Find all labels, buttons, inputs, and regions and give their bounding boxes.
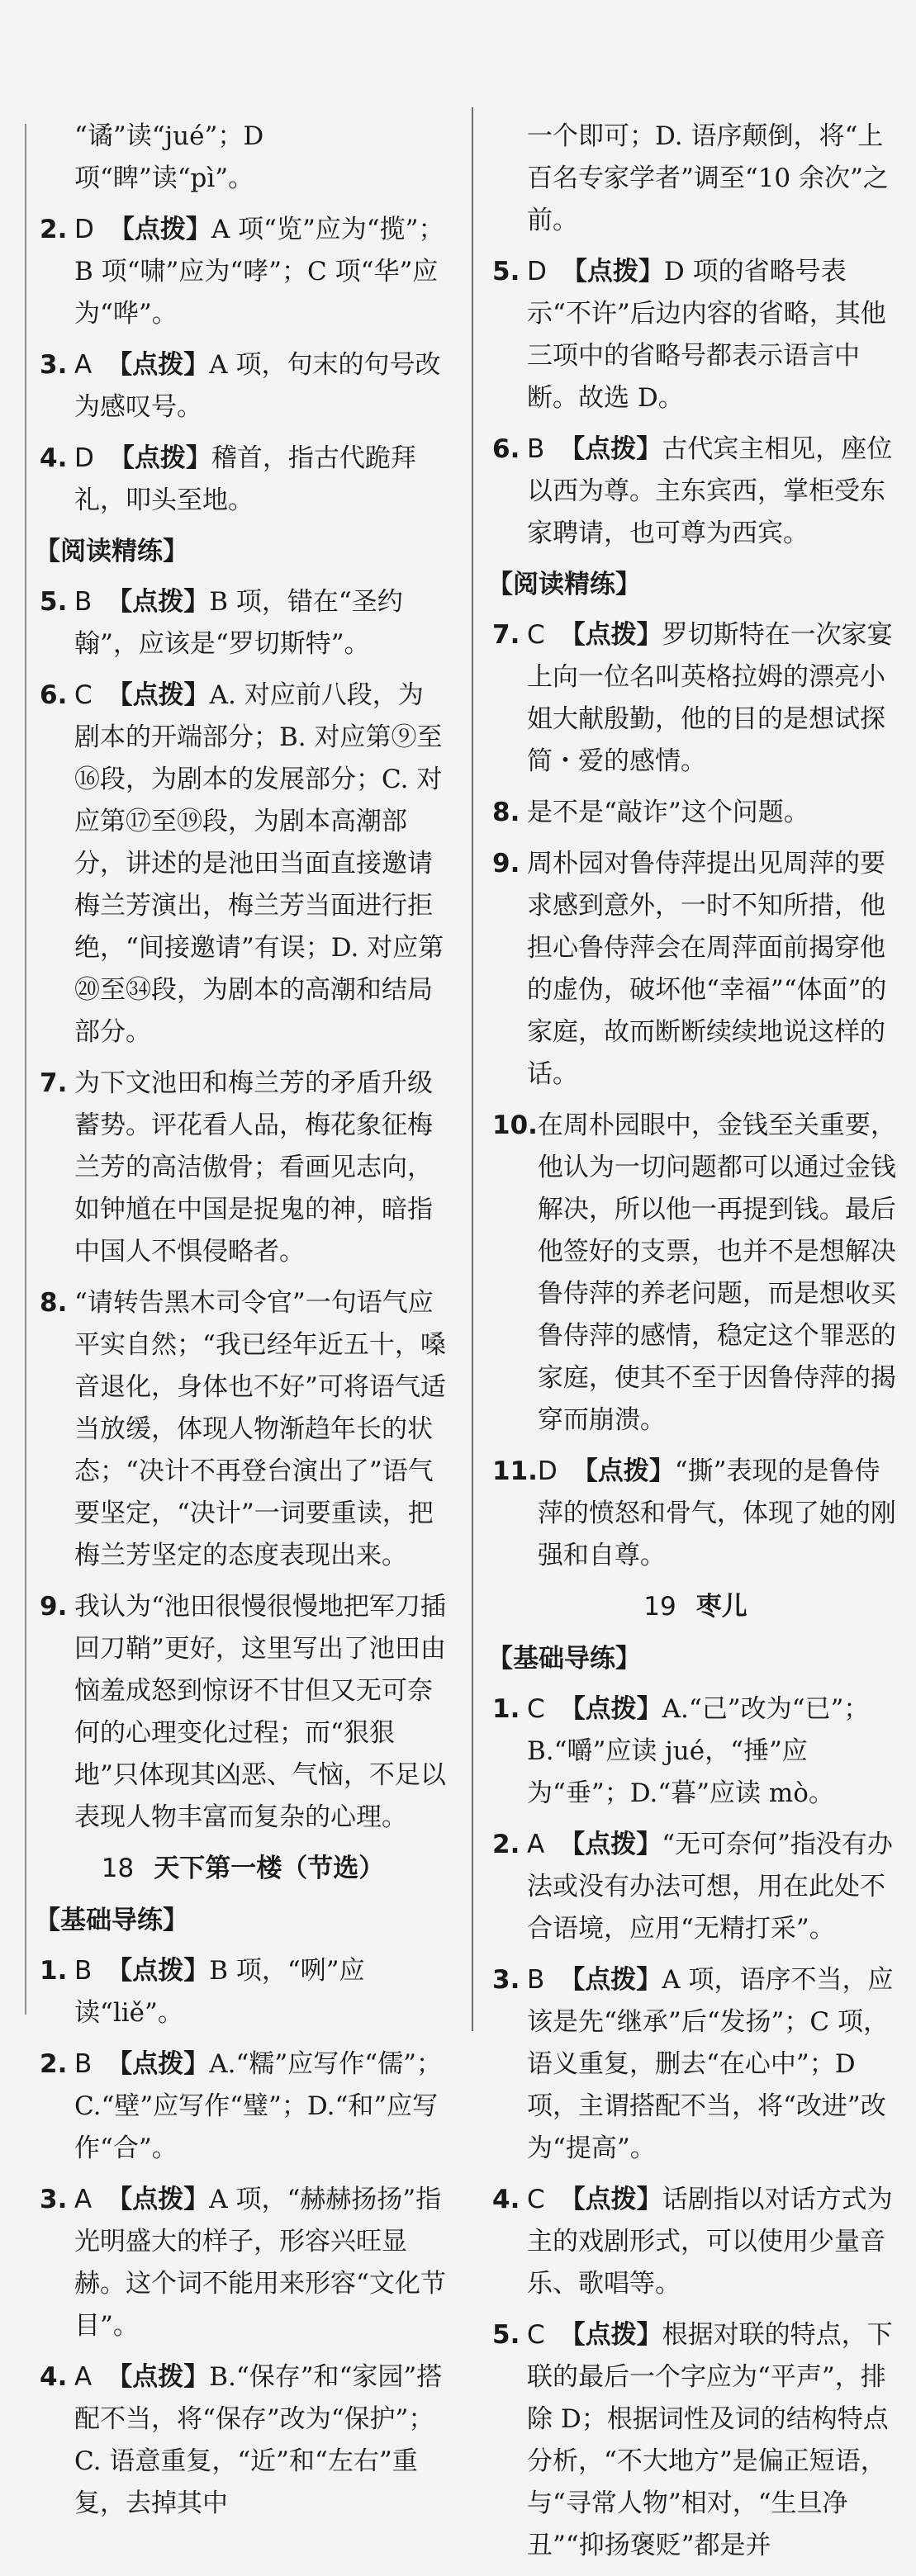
lesson-name: 枣儿 bbox=[695, 1592, 748, 1622]
item-body bbox=[527, 1959, 899, 2170]
item-number: 9. bbox=[40, 1592, 68, 1622]
item-text: 在周朴园眼中，金钱至关重要，他认为一切问题都可以通过金钱解决，所以他一再提到钱。最后他签好的支票，也并不是想解决鲁侍萍的养老问题，而是想收买鲁侍萍的感情，稳定这个罪恶的家庭，使其不至于因鲁侍萍的揭穿而崩溃。 bbox=[537, 1110, 896, 1435]
answer-item bbox=[492, 1688, 899, 1815]
answer-letter: A bbox=[74, 2362, 93, 2392]
item-text: “无可奈何”指没有办法或没有办法可想，用在此处不合语境，应用“无精打采”。 bbox=[527, 1830, 893, 1944]
item-body bbox=[527, 2314, 899, 2567]
answer-item bbox=[40, 2179, 446, 2347]
section-heading: 【阅读精练】 bbox=[487, 570, 641, 599]
item-body bbox=[527, 614, 899, 783]
item-body bbox=[74, 675, 446, 1054]
item-body bbox=[538, 1451, 899, 1577]
item-number: 8. bbox=[492, 798, 520, 827]
item-number: 6. bbox=[40, 680, 68, 710]
item-text: A 项，“赫赫扬扬”指光明盛大的样子，形容兴旺显赫。这个词不能用来形容“文化节目”。 bbox=[74, 2185, 446, 2341]
answer-item bbox=[492, 1959, 899, 2170]
answer-item bbox=[40, 344, 446, 429]
item-list bbox=[492, 614, 899, 1577]
item-text: B.“保存”和“家园”搭配不当，将“保存”改为“保护”；C. 语意重复，“近”和“左右”重复，去掉其中 bbox=[74, 2362, 443, 2518]
item-number: 2. bbox=[40, 2049, 68, 2079]
item-text: A 项，语序不当，应该是先“继承”后“发扬”；C 项，语义重复，删去“在心中”；D 项，主谓搭配不当，将“改进”改为“提高”。 bbox=[527, 1965, 894, 2163]
hint-tag: 【点拨】 bbox=[559, 620, 662, 650]
item-list bbox=[40, 209, 446, 522]
answer-letter: D bbox=[74, 443, 94, 473]
answer-item bbox=[492, 2179, 899, 2305]
hint-tag: 【点拨】 bbox=[107, 350, 210, 380]
hint-tag: 【点拨】 bbox=[559, 434, 662, 464]
item-text: “撕”表现的是鲁侍萍的愤怒和骨气，体现了她的刚强和自尊。 bbox=[537, 1456, 896, 1570]
answer-item bbox=[492, 1824, 899, 1950]
item-number: 8. bbox=[40, 1288, 68, 1318]
item-body bbox=[527, 429, 899, 555]
item-text: A 项，句末的句号改为感叹号。 bbox=[74, 350, 441, 422]
answer-item bbox=[492, 429, 899, 555]
item-number: 2. bbox=[40, 215, 68, 244]
answer-item bbox=[40, 1063, 446, 1273]
item-body bbox=[538, 1105, 899, 1442]
item-text: 古代宾主相见，座位以西为尊。主东宾西，掌柜受东家聘请，也可尊为西宾。 bbox=[527, 434, 893, 548]
lesson-number: 18 bbox=[101, 1854, 135, 1883]
answer-letter: B bbox=[527, 1965, 545, 1995]
column-divider bbox=[472, 107, 473, 2031]
hint-tag: 【点拨】 bbox=[107, 587, 210, 617]
answer-item bbox=[40, 209, 446, 335]
item-text: 话剧指以对话方式为主的戏剧形式，可以使用少量音乐、歌唱等。 bbox=[527, 2185, 893, 2299]
lesson-title bbox=[40, 1848, 446, 1890]
item-number: 10. bbox=[492, 1110, 538, 1140]
item-text: B 项，错在“圣约翰”，应该是“罗切斯特”。 bbox=[74, 587, 403, 659]
answer-item bbox=[40, 2043, 446, 2170]
hint-tag: 【点拨】 bbox=[107, 2362, 210, 2392]
answer-item bbox=[492, 614, 899, 783]
item-number: 4. bbox=[40, 2362, 68, 2392]
hint-tag: 【点拨】 bbox=[559, 1694, 662, 1724]
item-body bbox=[74, 2179, 446, 2347]
answer-letter: D bbox=[527, 257, 547, 286]
item-number: 4. bbox=[492, 2185, 520, 2214]
item-body bbox=[74, 1950, 446, 2034]
item-text: A. 对应前八段，为剧本的开端部分；B. 对应第⑨至⑯段，为剧本的发展部分；C. 对应第⑰至⑲段，为剧本高潮部分，讲述的是池田当面直接邀请梅兰芳演出，梅兰芳当面进行拒绝，“间接邀请”有误；D. 对应第⑳至㉞段，为剧本的高潮和结局部分。 bbox=[74, 680, 444, 1047]
answer-letter: C bbox=[527, 620, 545, 650]
answer-item bbox=[40, 1282, 446, 1577]
item-number: 11. bbox=[492, 1456, 538, 1486]
item-body bbox=[74, 581, 446, 665]
item-body bbox=[74, 2356, 446, 2525]
item-body bbox=[527, 251, 899, 419]
section-heading: 【基础导练】 bbox=[487, 1644, 641, 1674]
answer-letter: B bbox=[74, 2049, 93, 2079]
item-number: 6. bbox=[492, 434, 520, 464]
item-number: 1. bbox=[492, 1694, 520, 1724]
item-number: 2. bbox=[492, 1830, 520, 1859]
answer-item bbox=[40, 1950, 446, 2034]
hint-tag: 【点拨】 bbox=[559, 1965, 662, 1995]
answer-item bbox=[492, 2314, 899, 2567]
item-body bbox=[74, 2043, 446, 2170]
hint-tag: 【点拨】 bbox=[107, 680, 210, 710]
hint-tag: 【点拨】 bbox=[107, 2185, 210, 2214]
answer-letter: D bbox=[74, 215, 94, 244]
answer-item bbox=[40, 1586, 446, 1839]
item-number: 7. bbox=[40, 1068, 68, 1098]
item-number: 3. bbox=[40, 350, 68, 380]
item-number: 5. bbox=[40, 587, 68, 617]
answer-item bbox=[40, 675, 446, 1054]
item-body bbox=[527, 1824, 899, 1950]
answer-item bbox=[492, 1105, 899, 1442]
hint-tag: 【点拨】 bbox=[559, 1830, 662, 1859]
answer-letter: C bbox=[74, 680, 93, 710]
hint-tag: 【点拨】 bbox=[559, 2320, 662, 2350]
hint-tag: 【点拨】 bbox=[107, 2049, 210, 2079]
item-body bbox=[74, 1282, 446, 1577]
item-body bbox=[74, 209, 446, 335]
item-text: 根据对联的特点，下联的最后一个字应为“平声”，排除 D；根据词性及词的结构特点分析，“不大地方”是偏正短语，与“寻常人物”相对，“生旦净丑”“抑扬褒贬”都是并 bbox=[527, 2320, 893, 2560]
hint-tag: 【点拨】 bbox=[108, 215, 211, 244]
item-body bbox=[74, 344, 446, 429]
item-body bbox=[527, 792, 899, 834]
item-number: 3. bbox=[40, 2185, 68, 2214]
answer-item bbox=[492, 792, 899, 834]
left-margin-rule bbox=[25, 124, 26, 2015]
right-column bbox=[487, 116, 899, 2576]
section-heading: 【阅读精练】 bbox=[35, 537, 188, 566]
item-text: 为下文池田和梅兰芳的矛盾升级蓄势。评花看人品，梅花象征梅兰芳的高洁傲骨；看画见志向，如钟馗在中国是捉鬼的神，暗指中国人不惧侵略者。 bbox=[74, 1068, 433, 1267]
answer-letter: B bbox=[74, 1956, 93, 1986]
item-text: A.“糯”应写作“儒”；C.“壁”应写作“璧”；D.“和”应写作“合”。 bbox=[74, 2049, 442, 2163]
item-text: A.“己”改为“已”；B.“嚼”应读 jué，“捶”应为“垂”；D.“暮”应读 mò。 bbox=[527, 1694, 870, 1808]
answer-letter: A bbox=[74, 350, 93, 380]
lesson-name: 天下第一楼（节选） bbox=[154, 1854, 385, 1883]
hint-tag: 【点拨】 bbox=[559, 2185, 662, 2214]
item-text: 是不是“敲诈”这个问题。 bbox=[527, 798, 809, 827]
item-number: 1. bbox=[40, 1956, 68, 1986]
item-text: 罗切斯特在一次家宴上向一位名叫英格拉姆的漂亮小姐大献殷勤，他的目的是想试探简・爱的感情。 bbox=[527, 620, 893, 776]
answer-letter: C bbox=[527, 1694, 545, 1724]
item-list bbox=[492, 1688, 899, 2567]
hint-tag: 【点拨】 bbox=[108, 443, 211, 473]
item-text: 稽首，指古代跪拜礼，叩头至地。 bbox=[74, 443, 416, 515]
hint-tag: 【点拨】 bbox=[107, 1956, 210, 1986]
section-heading: 【基础导练】 bbox=[35, 1906, 188, 1935]
item-number: 4. bbox=[40, 443, 68, 473]
item-list bbox=[40, 581, 446, 1839]
answer-letter: B bbox=[527, 434, 545, 464]
item-text: 周朴园对鲁侍萍提出见周萍的要求感到意外，一时不知所措，他担心鲁侍萍会在周萍面前揭穿他的虚伪，破坏他“幸福”“体面”的家庭，故而断断续续地说这样的话。 bbox=[527, 849, 887, 1089]
item-text: A 项“览”应为“揽”；B 项“啸”应为“哮”；C 项“华”应为“哗”。 bbox=[74, 215, 444, 329]
continued-text: “谲”读“jué”；D 项“睥”读“pì”。 bbox=[74, 121, 264, 193]
answer-letter: C bbox=[527, 2320, 545, 2350]
item-text: B 项，“咧”应读“liě”。 bbox=[74, 1956, 365, 2028]
hint-tag: 【点拨】 bbox=[561, 257, 664, 286]
item-number: 5. bbox=[492, 2320, 520, 2350]
item-number: 7. bbox=[492, 620, 520, 650]
item-number: 5. bbox=[492, 257, 520, 286]
answer-item bbox=[40, 438, 446, 522]
lesson-number: 19 bbox=[643, 1592, 676, 1622]
answer-letter: C bbox=[527, 2185, 545, 2214]
answer-item bbox=[492, 843, 899, 1096]
item-body bbox=[74, 1586, 446, 1839]
item-list bbox=[40, 1950, 446, 2525]
lesson-title bbox=[492, 1586, 899, 1628]
left-column bbox=[35, 116, 446, 2534]
item-body bbox=[527, 1688, 899, 1815]
item-text: D 项的省略号表示“不许”后边内容的省略，其他三项中的省略号都表示语言中断。故选 D。 bbox=[527, 257, 886, 413]
item-text: “请转告黑木司令官”一句语气应平实自然；“我已经年近五十，嗓音退化，身体也不好”可将语气适当放缓，体现人物渐趋年长的状态；“决计不再登台演出了”语气要坚定，“决计”一词要重读，把梅兰芳坚定的态度表现出来。 bbox=[74, 1288, 446, 1570]
answer-item bbox=[492, 1451, 899, 1577]
item-number: 3. bbox=[492, 1965, 520, 1995]
answer-item bbox=[492, 251, 899, 419]
item-body bbox=[527, 843, 899, 1096]
item-text: 我认为“池田很慢很慢地把军刀插回刀鞘”更好，这里写出了池田由恼羞成怒到惊讶不甘但又无可奈何的心理变化过程；而“狠狠地”只体现其凶恶、气恼，不足以表现人物丰富而复杂的心理。 bbox=[74, 1592, 446, 1832]
answer-letter: D bbox=[537, 1456, 558, 1486]
item-list bbox=[492, 251, 899, 555]
answer-letter: A bbox=[527, 1830, 545, 1859]
continued-text: 一个即可；D. 语序颠倒，将“上百名专家学者”调至“10 余次”之前。 bbox=[527, 121, 889, 235]
answer-item bbox=[40, 2356, 446, 2525]
answer-letter: A bbox=[74, 2185, 93, 2214]
hint-tag: 【点拨】 bbox=[572, 1456, 675, 1486]
item-body bbox=[74, 1063, 446, 1273]
answer-letter: B bbox=[74, 587, 93, 617]
answer-item bbox=[40, 581, 446, 665]
item-number: 9. bbox=[492, 849, 520, 878]
item-body bbox=[527, 2179, 899, 2305]
item-body bbox=[74, 438, 446, 522]
